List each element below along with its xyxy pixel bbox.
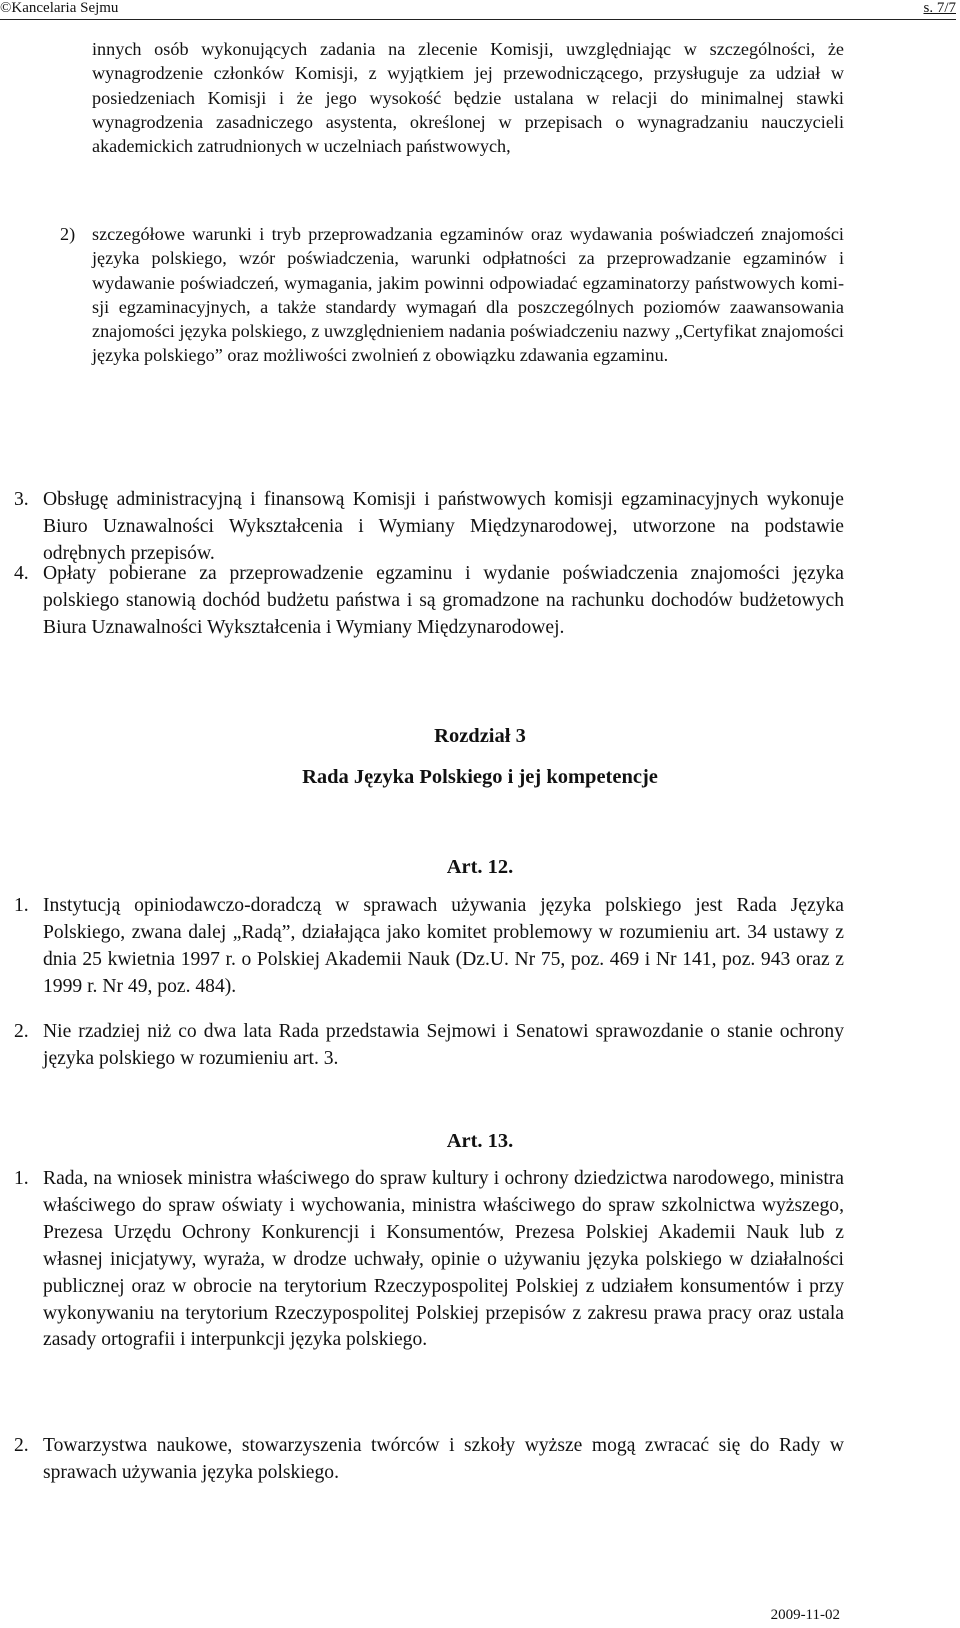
chapter-title: Rada Języka Polskiego i jej kompetencje — [302, 766, 658, 788]
paragraph-4-text: Opłaty pobierane za przeprowadzenie egzaminu i wydanie poświadczenia znajomości języka polskiego stanowią dochód budżetu państwa i są gromadzone na rachunku dochodów budżetowych Biura Uznawalności Wykształcenia i Wymiany Międzynarodowej. — [43, 563, 844, 638]
art-13-p2-text: Towarzystwa naukowe, stowarzyszenia twórców i szkoły wyższe mogą zwracać się do Rady w sprawach używania języka polskiego. — [43, 1435, 844, 1483]
paragraph-3-number: 3. — [14, 489, 29, 510]
art-13-p1-text: Rada, na wniosek ministra właściwego do spraw kultury i ochrony dziedzictwa narodowego, ministra właściwego do spraw oświaty i wychowania, ministra właściwego do spraw szkolnictwa wyższego, Prezesa Urzędu Ochrony Konkurencji i Konsumentów, Prezesa Polskiej Akademii Nauk lub z własnej inicjatywy, wyraża, w drodze uchwały, opinie o używaniu języka polskiego w działalności publicznej oraz w obrocie na terytorium Rzeczypospolitej Polskiej z udziałem konsumentów i przy wykonywaniu na terytorium Rzeczypospolitej Polskiej przepisów z zakresu prawa pracy oraz ustala zasady ortografii i interpunkcji języka polskiego. — [43, 1168, 844, 1351]
item-2-text: szczegółowe warunki i tryb przeprowadzania egzaminów oraz wydawania poświadczeń znajomości języka polskiego, wzór poświadczenia, warunki odpłatności za przeprowadzanie egzaminów i wydawanie poświadczeń, wymagania, jakim powinni odpowiadać egzaminatorzy państwowych komisji egzaminacyjnych, a także standardy wymagań dla poszczególnych poziomów zaawansowania znajomości języka polskiego, z uwzględnieniem nadania poświadczeniu nazwy „Certyfikat znajomości języka polskiego” oraz możliwości zwolnień z obowiązku zdawania egzaminu. — [92, 224, 844, 366]
art-12-p2-text: Nie rzadziej niż co dwa lata Rada przedstawia Sejmowi i Senatowi sprawozdanie o stanie ochrony języka polskiego w rozumieniu art. 3. — [43, 1021, 844, 1069]
paragraph-3 — [14, 487, 844, 568]
item-2 — [60, 222, 844, 368]
art-13-p1-number: 1. — [14, 1168, 29, 1189]
art-12-heading: Art. 12. — [446, 856, 514, 878]
art-12-p1-number: 1. — [14, 895, 29, 916]
header-source: ©Kancelaria Sejmu — [0, 0, 119, 16]
paragraph-4 — [14, 561, 844, 642]
item-2-number: 2) — [60, 224, 76, 244]
art-13-paragraph-1 — [14, 1166, 844, 1354]
art-13-paragraph-2 — [14, 1433, 844, 1487]
art-13-p2-number: 2. — [14, 1435, 29, 1456]
paragraph-3-text: Obsługę administracyjną i finansową Komisji i państwowych komisji egzaminacyjnych wykonuje Biuro Uznawalności Wykształcenia i Wymiany Międzynarodowej, utworzone na podstawie odrębnych przepisów. — [43, 489, 844, 564]
art-13-heading: Art. 13. — [446, 1130, 514, 1152]
art-12-paragraph-1 — [14, 893, 844, 1001]
continuation-paragraph: innych osób wykonujących zadania na zlecenie Komisji, uwzględniając w szczególności, że wynagrodzenie członków Komisji, z wyjątkiem jej przewodniczącego, przysługuje za udział w posiedzeniach Komisji i że jego wysokość będzie ustalana w relacji do minimalnej stawki wynagrodzenia zasadniczego asystenta, określonej w przepisach o wynagradzaniu nauczycieli akademickich zatrudnionych w uczelniach państwowych, — [92, 39, 844, 157]
art-12-paragraph-2 — [14, 1019, 844, 1073]
art-12-p1-text: Instytucją opiniodawczo-doradczą w sprawach używania języka polskiego jest Rada Języka Polskiego, zwana dalej „Radą”, działająca jako komitet problemowy w rozumieniu art. 34 ustawy z dnia 25 kwietnia 1997 r. o Polskiej Akademii Nauk (Dz.U. Nr 75, poz. 469 i Nr 141, poz. 943 oraz z 1999 r. Nr 49, poz. 484). — [43, 895, 844, 997]
art-12-p2-number: 2. — [14, 1021, 29, 1042]
footer-date: 2009-11-02 — [770, 1607, 840, 1623]
page-number: s. 7/7 — [923, 0, 956, 16]
header-divider — [0, 19, 956, 20]
paragraph-4-number: 4. — [14, 563, 29, 584]
chapter-number: Rozdział 3 — [434, 725, 526, 747]
